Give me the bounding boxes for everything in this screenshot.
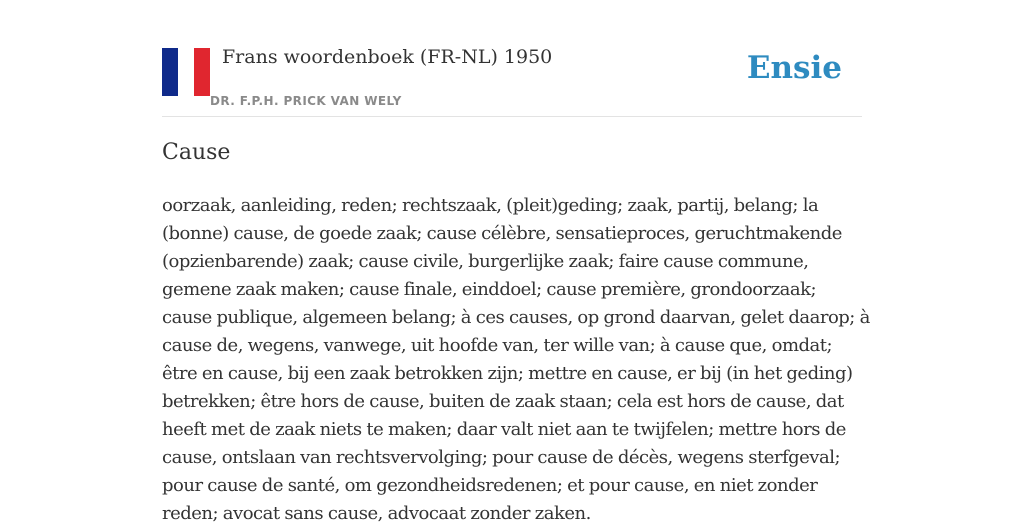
dictionary-header bbox=[162, 44, 862, 117]
french-flag-icon bbox=[162, 48, 210, 96]
brand-logo[interactable]: Ensie bbox=[746, 50, 842, 86]
entry-definition: oorzaak, aanleiding, reden; rechtszaak, (pleit)geding; zaak, partij, belang; la (bonne) cause, de goede zaak; cause célèbre, sensatieproces, geruchtmakende (opzienbarende) zaak; cause civile, burgerlijke zaak; faire cause commune, gemene zaak maken; cause finale, einddoel; cause première, grondoorzaak; cause publique, algemeen belang; à ces causes, op grond daarvan, gelet daarop; à cause de, wegens, vanwege, uit hoofde van, ter wille van; à cause que, omdat; être en cause, bij een zaak betrokken zijn; mettre en cause, er bij (in het geding) betrekken; être hors de cause, buiten de zaak staan; cela est hors de cause, dat heeft met de zaak niets te maken; daar valt niet aan te twijfelen; mettre hors de cause, ontslaan van rechtsvervolging; pour cause de décès, wegens sterfgeval; pour cause de santé, om gezondheidsredenen; et pour cause, en niet zonder reden; avocat sans cause, advocaat zonder zaken. bbox=[162, 195, 870, 524]
dictionary-author: DR. F.P.H. PRICK VAN WELY bbox=[210, 94, 402, 108]
dictionary-title[interactable]: Frans woordenboek (FR-NL) 1950 bbox=[222, 46, 553, 68]
entry-headword: Cause bbox=[162, 140, 231, 165]
